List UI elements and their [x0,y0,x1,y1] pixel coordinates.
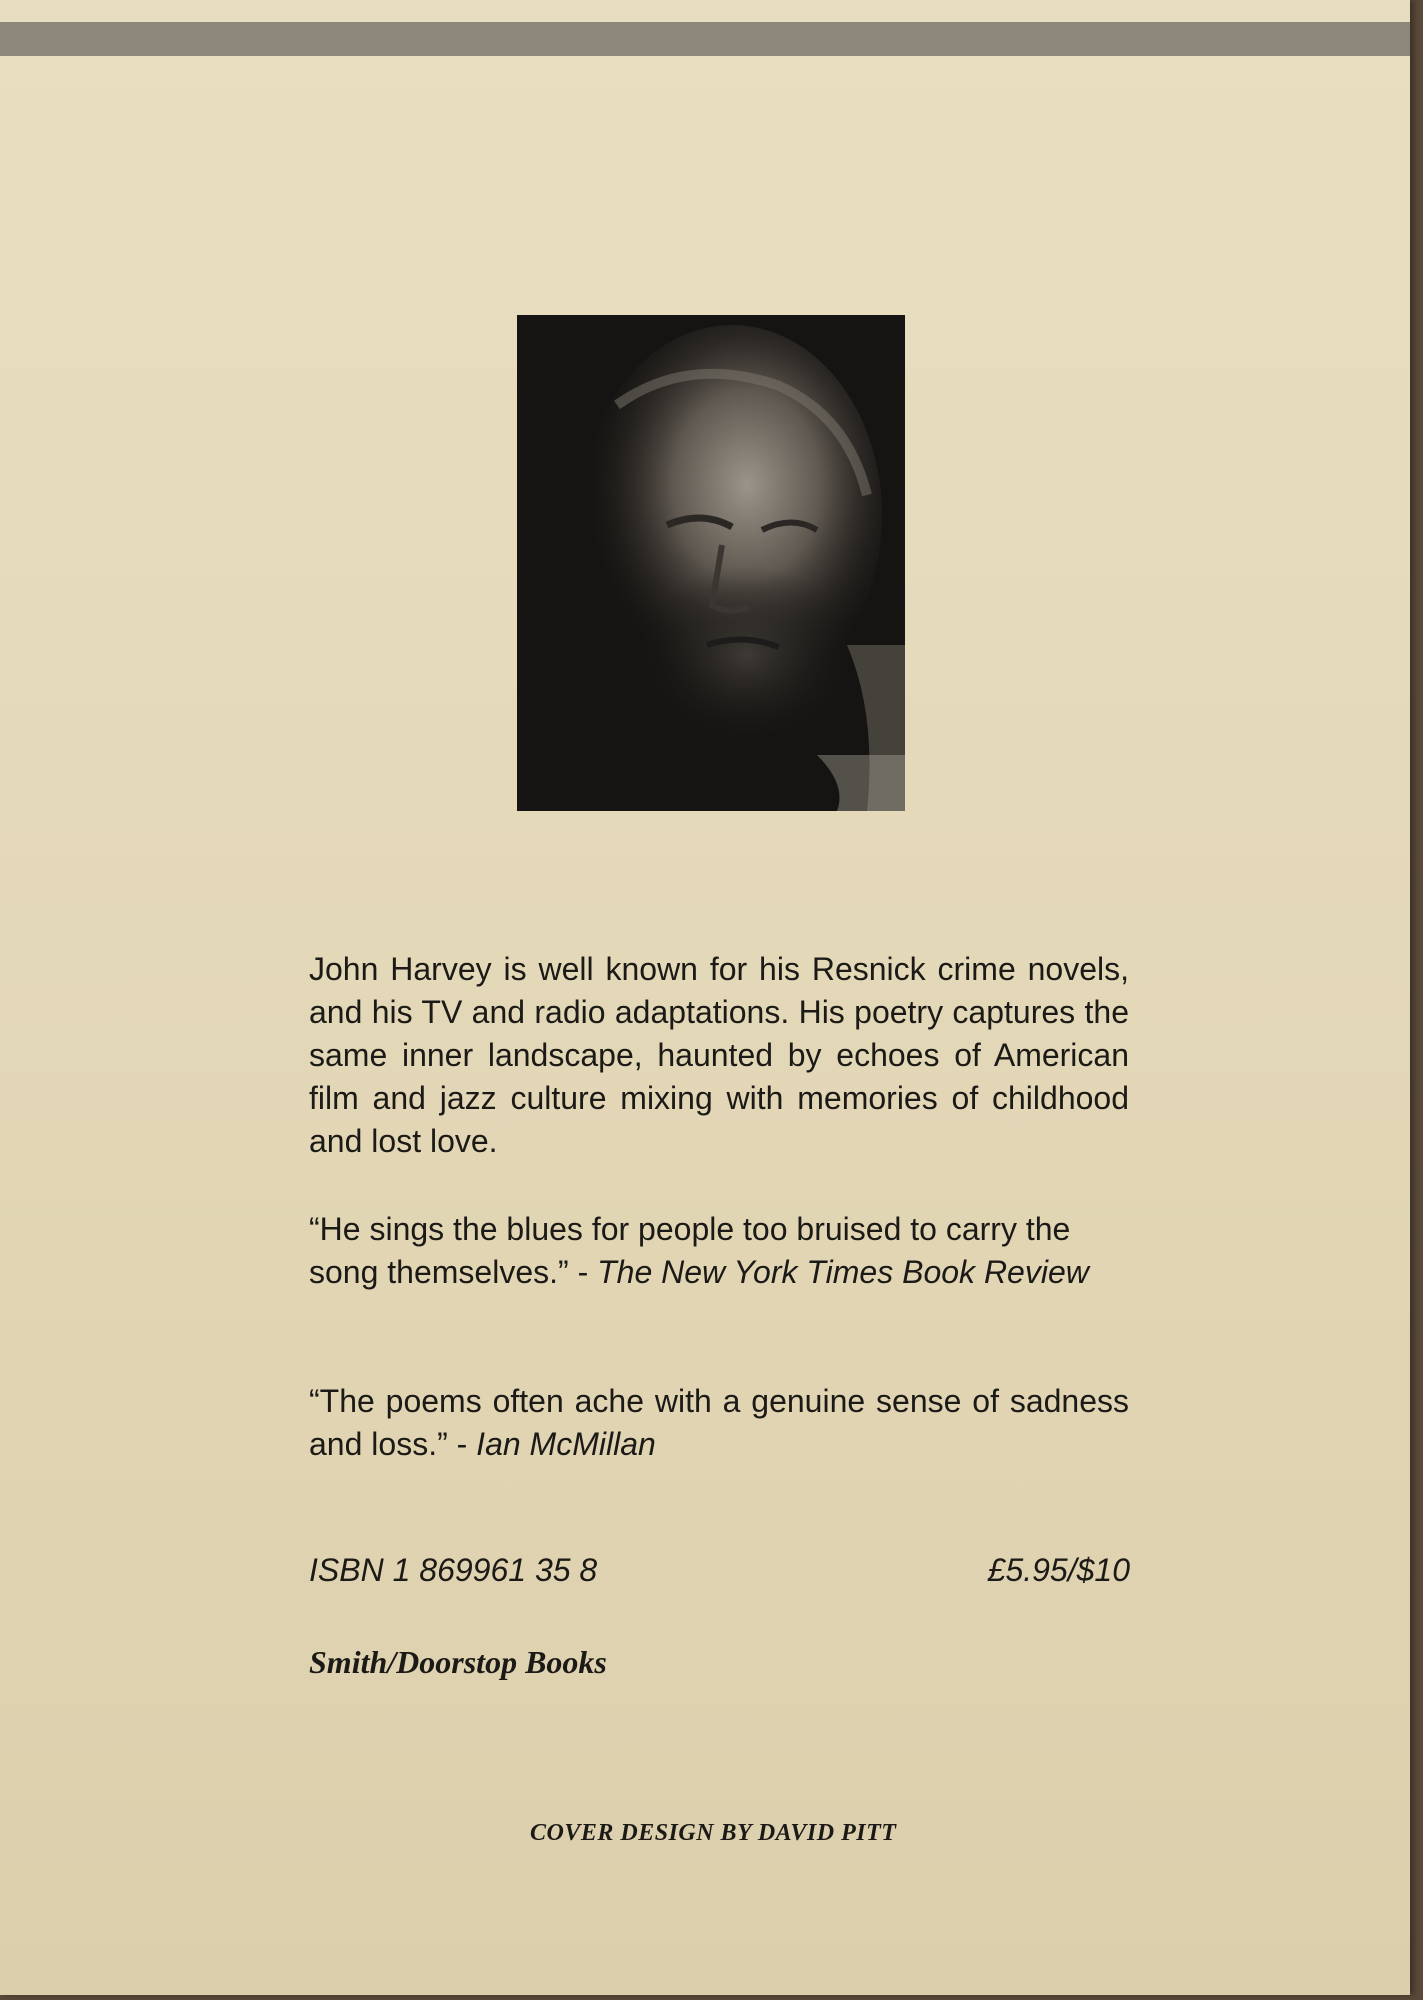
author-blurb: John Harvey is well known for his Resnick crime novels, and his TV and radio adaptations. His poetry captures the same inner landscape, haunted by echoes of American film and jazz culture mixing with memories of childhood and lost love. [309,951,1129,1159]
cover-top-band [0,22,1410,56]
cover-top-edge [0,0,1410,22]
review-quote-source: Ian McMillan [476,1426,656,1462]
review-quote-text: “The poems often ache with a genuine sense of sadness and loss.” - [309,1383,1129,1462]
cover-design-credit: COVER DESIGN BY DAVID PITT [530,1820,897,1846]
author-portrait [517,315,905,811]
author-portrait-illustration [517,315,905,811]
review-quote-mcmillan [309,1380,1129,1466]
publisher-name: Smith/Doorstop Books [309,1644,607,1680]
review-quote-text: “He sings the blues for people too bruised to carry the song themselves.” - [309,1211,1071,1290]
book-price: £5.95/$10 [987,1552,1130,1588]
review-quote-source: The New York Times Book Review [597,1254,1089,1290]
review-quote-nyt [309,1208,1129,1294]
isbn-number: ISBN 1 869961 35 8 [309,1552,598,1588]
